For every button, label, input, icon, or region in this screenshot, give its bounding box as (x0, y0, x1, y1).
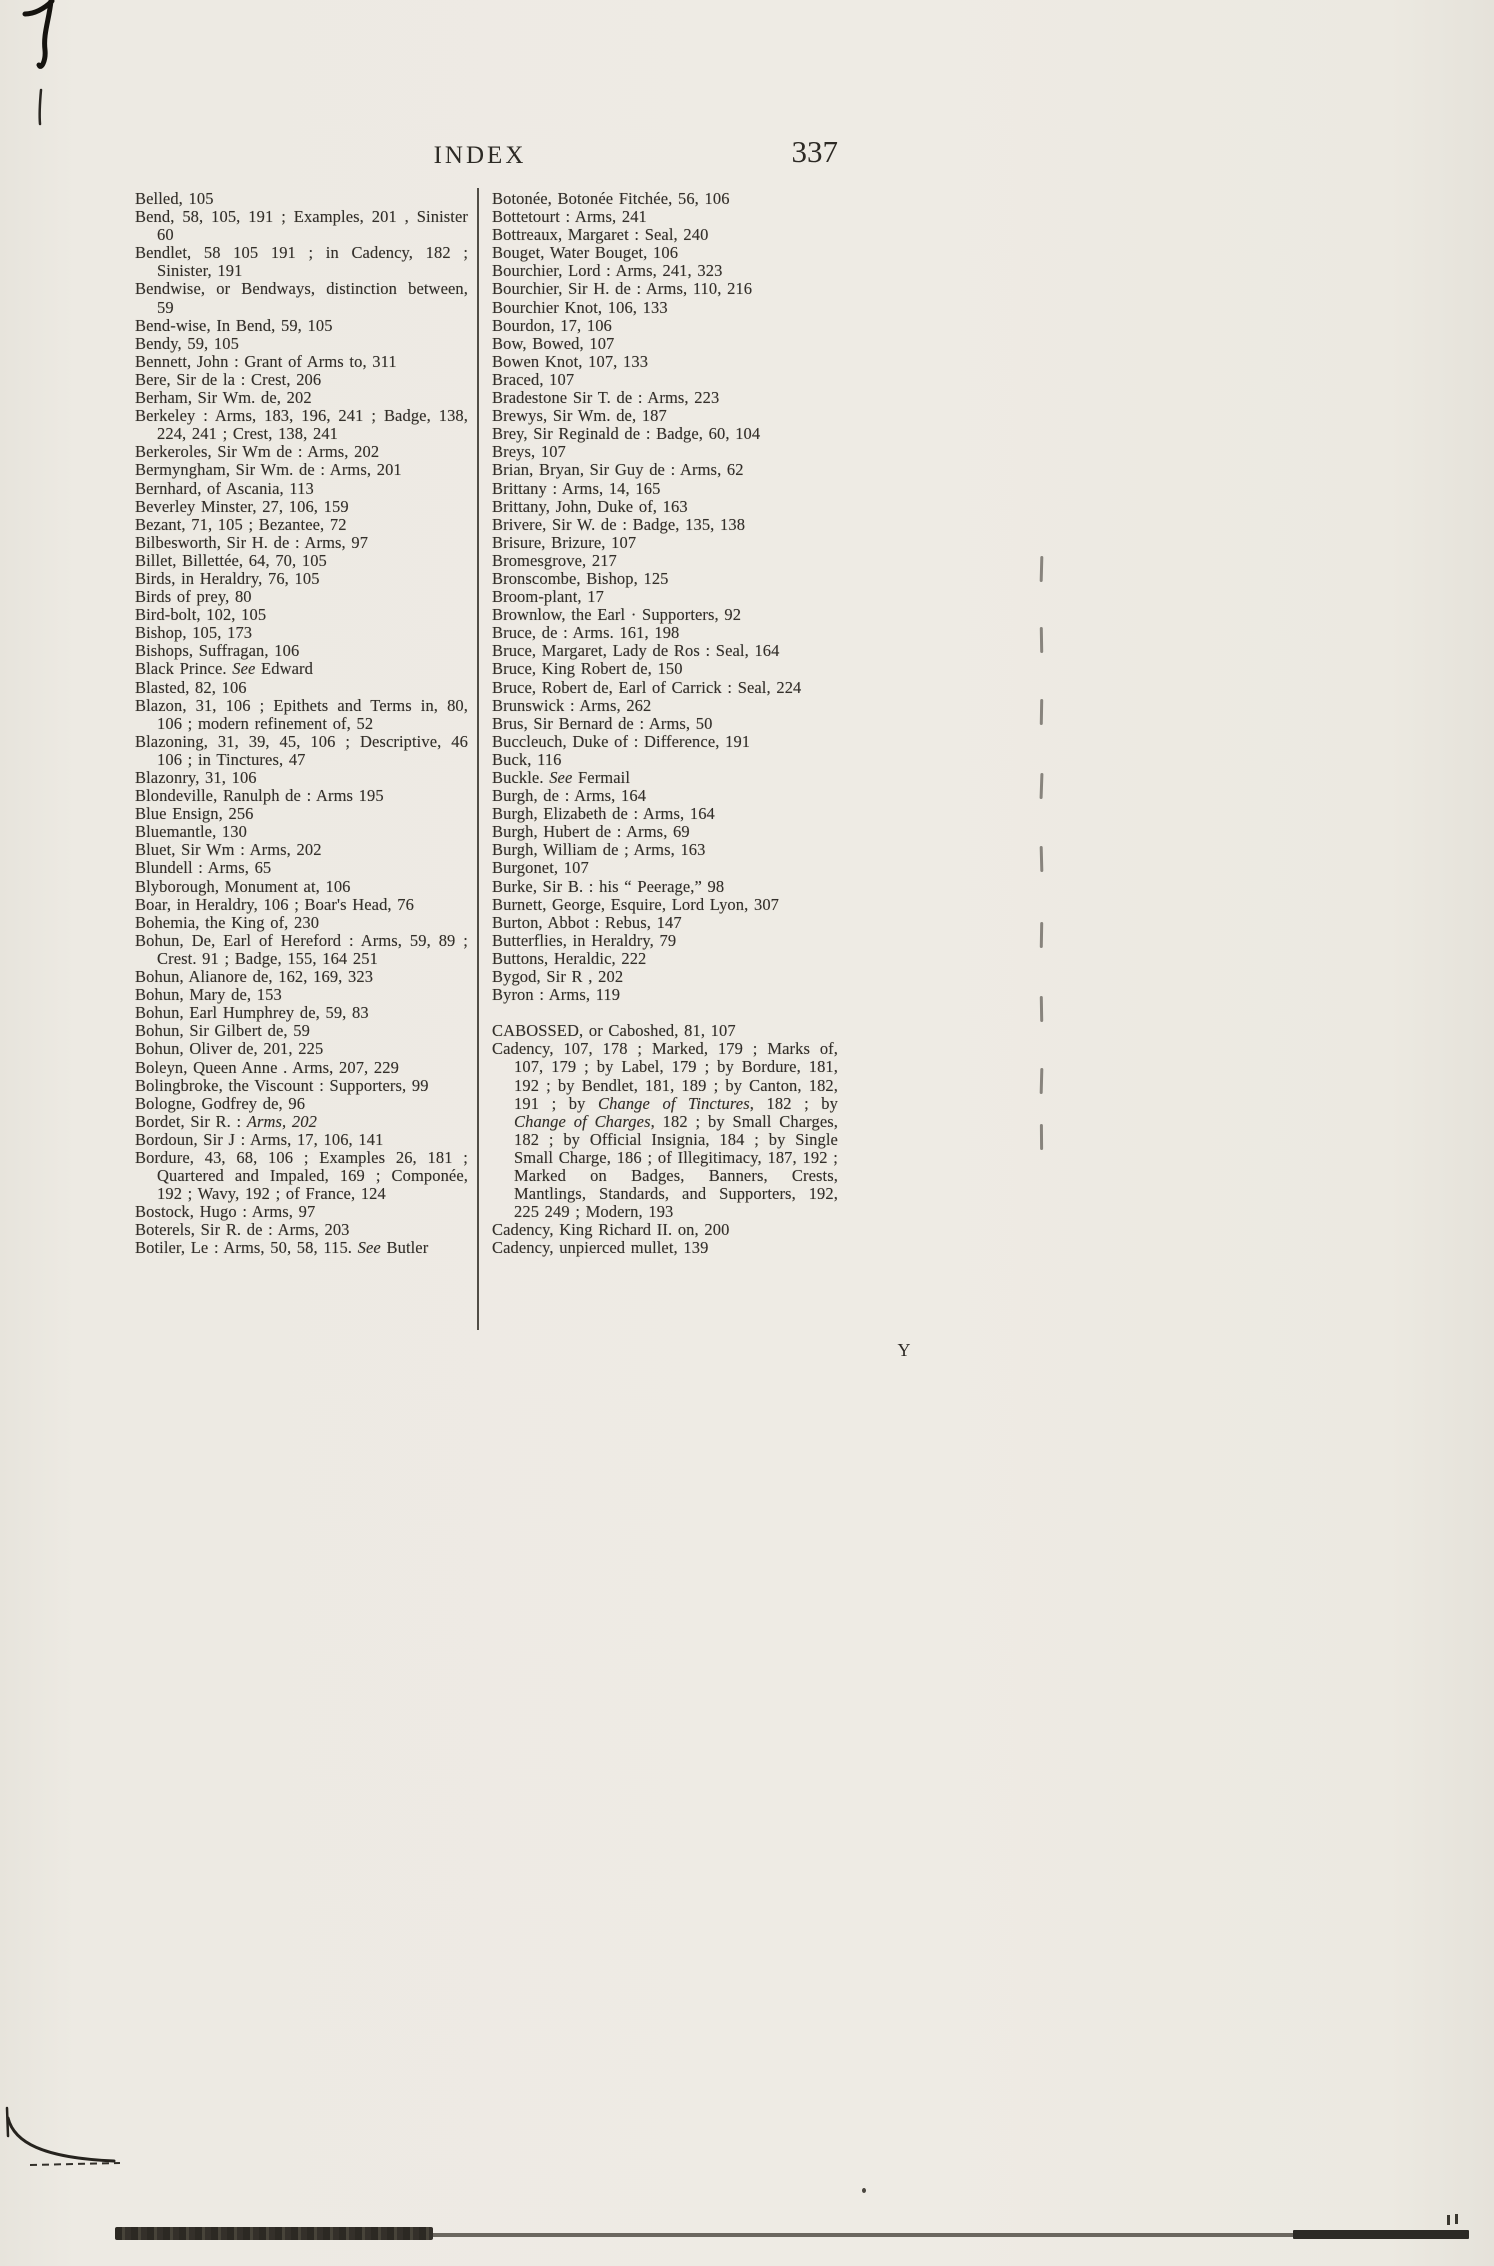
section-gap (492, 1004, 838, 1022)
index-entry: Bendy, 59, 105 (135, 333, 239, 353)
index-entry: Bendlet, 58 105 191 ; in Cadency, 182 ; Sinister, 191 (135, 243, 468, 281)
index-entry: Bowen Knot, 107, 133 (492, 351, 649, 371)
index-entry: Brewys, Sir Wm. de, 187 (492, 406, 667, 426)
page-title: INDEX (433, 142, 527, 169)
index-entry: Burke, Sir B. : his “ Peerage,” 98 (492, 876, 725, 896)
pencil-mark (1040, 627, 1043, 653)
pencil-mark (1040, 773, 1044, 799)
index-entry: Botiler, Le : Arms, 50, 58, 115. See Butler (135, 1238, 429, 1258)
index-entry: Butterflies, in Heraldry, 79 (492, 930, 677, 950)
index-entry: Bohun, Oliver de, 201, 225 (135, 1039, 324, 1059)
ink-mark-top-left (0, 0, 130, 160)
index-entry: Bygod, Sir R , 202 (492, 967, 624, 987)
index-entry: Brittany : Arms, 14, 165 (492, 478, 661, 498)
index-entry: Boleyn, Queen Anne . Arms, 207, 229 (135, 1057, 399, 1077)
index-entry: Cadency, 107, 178 ; Marked, 179 ; Marks of, 107, 179 ; by Label, 179 ; by Bordure, 181, 192 ; by Bendlet, 181, 189 ; by Canton, 182, 191 ; by Change of Tinctures, 182 ; by Change of Charges, 182 ; by Small Charges, 182 ; by Official Insignia, 184 ; by Single Small Charge, 186 ; of Illegitimacy, 187, 192 ; Marked on Badges, Banners, Crests, Mantlings, Standards, and Supporters, 192, 225 249 ; Modern, 193 (492, 1039, 838, 1222)
index-entry: Birds, in Heraldry, 76, 105 (135, 568, 320, 588)
index-entry: Bourchier, Lord : Arms, 241, 323 (492, 261, 723, 281)
index-entry: Bishop, 105, 173 (135, 623, 253, 643)
column-divider-rule (477, 188, 479, 1330)
index-entry: Cadency, King Richard II. on, 200 (492, 1220, 730, 1240)
pencil-mark (1040, 699, 1043, 725)
scan-edge-segment (1293, 2230, 1469, 2239)
index-entry: Beverley Minster, 27, 106, 159 (135, 496, 349, 516)
index-entry: Bezant, 71, 105 ; Bezantee, 72 (135, 514, 347, 534)
index-entry: Breys, 107 (492, 442, 566, 462)
page-number: 337 (791, 134, 838, 169)
index-entry: Bourdon, 17, 106 (492, 315, 612, 335)
index-entry: Bird-bolt, 102, 105 (135, 605, 267, 625)
index-entry: Bruce, Robert de, Earl of Carrick : Seal, 224 (492, 677, 802, 697)
index-entry: Bendwise, or Bendways, distinction between, 59 (135, 279, 468, 317)
index-entry: Burgh, Hubert de : Arms, 69 (492, 822, 690, 842)
pencil-mark (1040, 1068, 1044, 1094)
index-entry: Cadency, unpierced mullet, 139 (492, 1238, 709, 1258)
index-entry: Botonée, Botonée Fitchée, 56, 106 (492, 189, 730, 208)
index-entry: Bouget, Water Bouget, 106 (492, 243, 679, 263)
ink-speck (1447, 2215, 1450, 2225)
index-entry: Bottetourt : Arms, 241 (492, 207, 647, 227)
index-entry: Blazon, 31, 106 ; Epithets and Terms in, 80, 106 ; modern refinement of, 52 (135, 695, 468, 733)
page-header (122, 134, 838, 190)
index-entry: Brittany, John, Duke of, 163 (492, 496, 688, 516)
index-entry: Birds of prey, 80 (135, 587, 252, 607)
pencil-mark (1040, 846, 1044, 872)
index-entry: Bordet, Sir R. : Arms, 202 (135, 1111, 317, 1131)
index-entry: Bourchier, Sir H. de : Arms, 110, 216 (492, 279, 753, 299)
index-entry: Bruce, King Robert de, 150 (492, 659, 683, 679)
index-entry: Berham, Sir Wm. de, 202 (135, 388, 312, 408)
index-entry: Brian, Bryan, Sir Guy de : Arms, 62 (492, 460, 744, 480)
index-entry: Braced, 107 (492, 369, 575, 389)
index-entry: Blazonry, 31, 106 (135, 768, 257, 787)
index-column-left (135, 190, 468, 1258)
index-entry: Bolingbroke, the Viscount : Supporters, 99 (135, 1075, 429, 1095)
pencil-mark (1040, 556, 1044, 582)
index-entry: Bohun, Mary de, 153 (135, 985, 282, 1005)
index-entry: Brus, Sir Bernard de : Arms, 50 (492, 713, 713, 733)
ink-speck (862, 2188, 866, 2193)
index-entry: Buccleuch, Duke of : Difference, 191 (492, 731, 751, 751)
index-entry: CABOSSED, or Caboshed, 81, 107 (492, 1021, 736, 1041)
index-entry: Bradestone Sir T. de : Arms, 223 (492, 388, 720, 408)
index-entry: Boterels, Sir R. de : Arms, 203 (135, 1220, 350, 1240)
index-entry: Bohun, De, Earl of Hereford : Arms, 59, 89 ; Crest. 91 ; Badge, 155, 164 251 (135, 930, 468, 968)
pen-stroke-bottom-left (0, 2100, 220, 2190)
index-entry: Bluemantle, 130 (135, 822, 247, 842)
index-entry: Bermyngham, Sir Wm. de : Arms, 201 (135, 460, 402, 480)
index-entry: Burgh, William de ; Arms, 163 (492, 840, 706, 860)
index-entry: Blondeville, Ranulph de : Arms 195 (135, 786, 384, 806)
index-entry: Bennett, John : Grant of Arms to, 311 (135, 351, 397, 371)
text-block (122, 134, 838, 1258)
index-entry: Billet, Billettée, 64, 70, 105 (135, 550, 327, 570)
index-entry: Bourchier Knot, 106, 133 (492, 297, 668, 317)
index-entry: Bordoun, Sir J : Arms, 17, 106, 141 (135, 1129, 384, 1149)
index-entry: Bohun, Alianore de, 162, 169, 323 (135, 967, 374, 987)
index-entry: Brownlow, the Earl · Supporters, 92 (492, 605, 742, 625)
index-entry: Bilbesworth, Sir H. de : Arms, 97 (135, 532, 369, 552)
index-entry: Blazoning, 31, 39, 45, 106 ; Descriptive, 46 106 ; in Tinctures, 47 (135, 731, 468, 769)
index-entry: Bottreaux, Margaret : Seal, 240 (492, 225, 709, 245)
pencil-mark (1040, 1124, 1043, 1150)
index-entry: Bohun, Sir Gilbert de, 59 (135, 1021, 310, 1041)
index-entry: Bostock, Hugo : Arms, 97 (135, 1202, 316, 1222)
index-entry: Bend, 58, 105, 191 ; Examples, 201 , Sinister 60 (135, 207, 468, 245)
scan-edge-segment (115, 2227, 433, 2240)
index-entry: Bluet, Sir Wm : Arms, 202 (135, 840, 322, 860)
index-entry: Buckle. See Fermail (492, 768, 631, 787)
index-entry: Bishops, Suffragan, 106 (135, 641, 300, 661)
index-entry: Bernhard, of Ascania, 113 (135, 478, 314, 498)
index-entry: Boar, in Heraldry, 106 ; Boar's Head, 76 (135, 894, 414, 914)
index-entry: Berkeroles, Sir Wm de : Arms, 202 (135, 442, 380, 462)
index-entry: Bruce, Margaret, Lady de Ros : Seal, 164 (492, 641, 780, 661)
index-entry: Brey, Sir Reginald de : Badge, 60, 104 (492, 424, 761, 444)
index-entry: Bromesgrove, 217 (492, 550, 617, 570)
index-entry: Brisure, Brizure, 107 (492, 532, 637, 552)
index-entry: Broom-plant, 17 (492, 587, 604, 607)
index-entry: Bend-wise, In Bend, 59, 105 (135, 315, 333, 335)
index-entry: Bohun, Earl Humphrey de, 59, 83 (135, 1003, 369, 1023)
index-column-right (492, 190, 838, 1257)
signature-mark: Y (897, 1340, 911, 1360)
index-entry: Buck, 116 (492, 749, 562, 769)
index-entry: Burgh, Elizabeth de : Arms, 164 (492, 804, 715, 824)
index-entry: Blyborough, Monument at, 106 (135, 876, 351, 896)
index-entry: Burnett, George, Esquire, Lord Lyon, 307 (492, 894, 780, 914)
index-entry: Berkeley : Arms, 183, 196, 241 ; Badge, 138, 224, 241 ; Crest, 138, 241 (135, 406, 468, 444)
index-entry: Bohemia, the King of, 230 (135, 912, 320, 932)
index-entry: Bordure, 43, 68, 106 ; Examples 26, 181 ; Quartered and Impaled, 169 ; Componée, 192 ; Wavy, 192 ; of France, 124 (135, 1147, 468, 1204)
index-entry: Belled, 105 (135, 189, 214, 208)
ink-speck (1455, 2214, 1458, 2224)
scan-edge-segment (433, 2233, 1295, 2237)
index-entry: Bologne, Godfrey de, 96 (135, 1093, 306, 1113)
index-entry: Brivere, Sir W. de : Badge, 135, 138 (492, 514, 746, 534)
index-entry: Black Prince. See Edward (135, 659, 313, 679)
index-entry: Bronscombe, Bishop, 125 (492, 568, 669, 588)
index-entry: Blundell : Arms, 65 (135, 858, 272, 878)
pencil-mark (1040, 922, 1043, 948)
index-entry: Blue Ensign, 256 (135, 804, 254, 824)
index-entry: Brunswick : Arms, 262 (492, 695, 652, 715)
index-entry: Burton, Abbot : Rebus, 147 (492, 912, 682, 932)
index-entry: Byron : Arms, 119 (492, 985, 621, 1005)
index-entry: Buttons, Heraldic, 222 (492, 948, 647, 968)
index-entry: Blasted, 82, 106 (135, 677, 247, 697)
index-entry: Bere, Sir de la : Crest, 206 (135, 369, 322, 389)
pencil-mark (1040, 996, 1043, 1022)
index-entry: Bow, Bowed, 107 (492, 333, 615, 353)
index-entry: Bruce, de : Arms. 161, 198 (492, 623, 680, 643)
index-entry: Burgonet, 107 (492, 858, 589, 878)
index-entry: Burgh, de : Arms, 164 (492, 786, 647, 806)
